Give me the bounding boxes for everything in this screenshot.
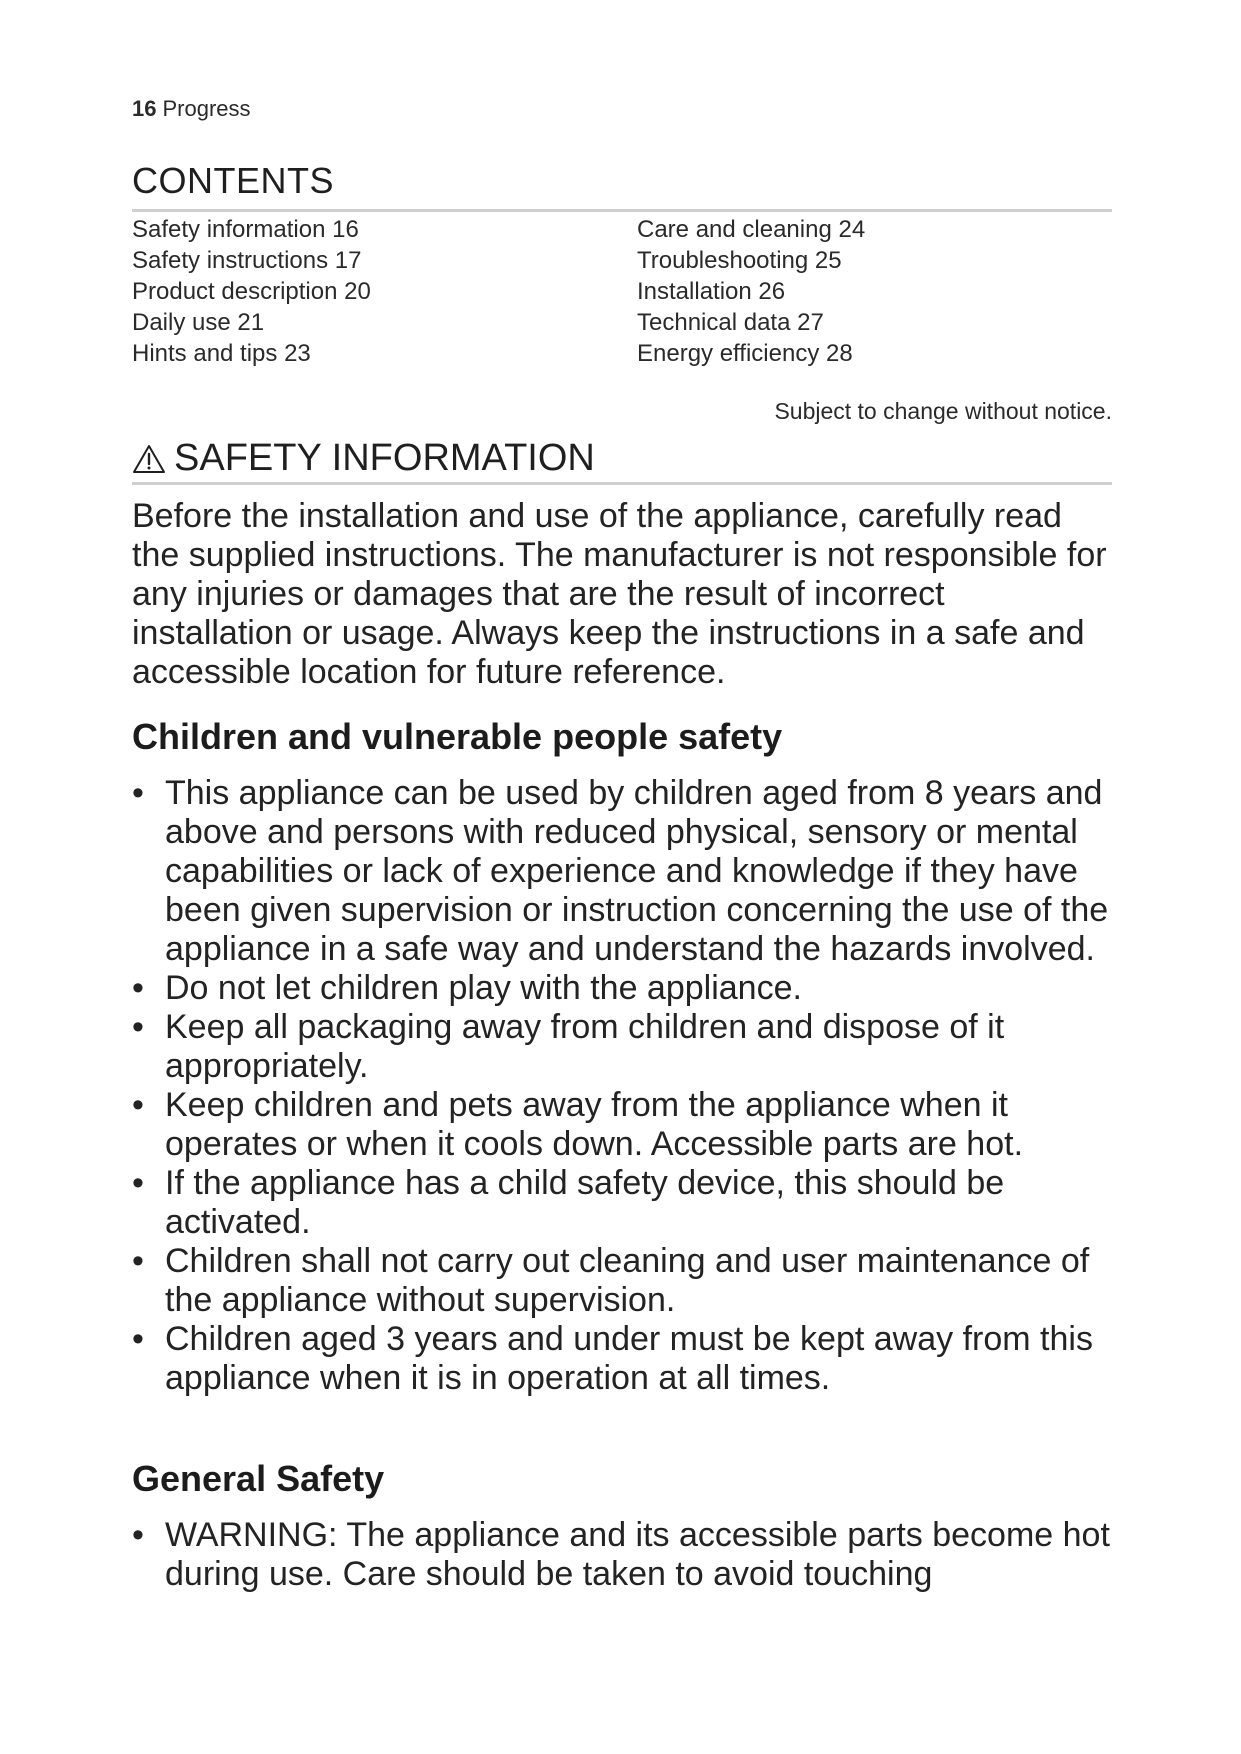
safety-information-title — [132, 437, 595, 480]
bullet: • — [132, 969, 144, 1007]
change-notice: Subject to change without notice. — [774, 398, 1112, 424]
general-safety-heading: General Safety — [132, 1458, 385, 1499]
list-item-text: Children aged 3 years and under must be kept away from this appliance when it is in operation at all times. — [165, 1320, 1093, 1397]
list-item — [132, 1164, 1112, 1242]
toc-column-right — [637, 214, 865, 369]
list-item-text: WARNING: The appliance and its accessible parts become hot during use. Care should be taken to avoid touching — [165, 1516, 1110, 1593]
bullet: • — [132, 1242, 144, 1280]
contents-title: CONTENTS — [132, 160, 334, 201]
safety-divider — [132, 482, 1112, 485]
list-item-text: Do not let children play with the appliance. — [165, 969, 802, 1007]
toc-entry[interactable]: Installation 26 — [637, 278, 786, 305]
toc-entry[interactable]: Safety information 16 — [132, 216, 359, 243]
safety-title-text: SAFETY INFORMATION — [174, 437, 595, 479]
toc-entry[interactable]: Energy efficiency 28 — [637, 340, 853, 367]
list-item — [132, 774, 1112, 969]
brand-name: Progress — [162, 96, 251, 121]
toc-entry[interactable]: Troubleshooting 25 — [637, 247, 842, 274]
list-item — [132, 969, 1112, 1008]
toc-column-left — [132, 214, 371, 369]
list-item — [132, 1008, 1112, 1086]
warning-triangle-icon — [132, 443, 166, 475]
contents-divider — [132, 209, 1112, 212]
list-item-text: Children shall not carry out cleaning and user maintenance of the appliance without supervision. — [165, 1242, 1090, 1319]
general-safety-list — [132, 1516, 1112, 1594]
children-safety-heading: Children and vulnerable people safety — [132, 716, 783, 757]
list-item — [132, 1320, 1112, 1398]
list-item-text: Keep all packaging away from children and dispose of it appropriately. — [165, 1008, 1005, 1085]
children-safety-list — [132, 774, 1112, 1398]
list-item — [132, 1086, 1112, 1164]
bullet: • — [132, 1164, 144, 1202]
toc-entry[interactable]: Hints and tips 23 — [132, 340, 311, 367]
bullet: • — [132, 774, 144, 812]
toc-entry[interactable]: Product description 20 — [132, 278, 371, 305]
bullet: • — [132, 1516, 144, 1554]
list-item — [132, 1242, 1112, 1320]
list-item-text: Keep children and pets away from the appliance when it operates or when it cools down. Accessible parts are hot. — [165, 1086, 1024, 1163]
toc-entry[interactable]: Care and cleaning 24 — [637, 216, 866, 243]
toc-entry[interactable]: Technical data 27 — [637, 309, 824, 336]
list-item — [132, 1516, 1112, 1594]
running-head — [132, 96, 251, 122]
toc-entry[interactable]: Safety instructions 17 — [132, 247, 362, 274]
list-item-text: This appliance can be used by children aged from 8 years and above and persons with reduced physical, sensory or mental capabilities or lack of experience and knowledge if they have been given supervision or instruction concerning the use of the appliance in a safe way and understand the hazards involved. — [165, 774, 1109, 968]
page-number: 16 — [132, 96, 157, 121]
bullet: • — [132, 1008, 144, 1046]
toc-entry[interactable]: Daily use 21 — [132, 309, 265, 336]
list-item-text: If the appliance has a child safety device, this should be activated. — [165, 1164, 1005, 1241]
bullet: • — [132, 1320, 144, 1358]
bullet: • — [132, 1086, 144, 1124]
safety-intro-paragraph: Before the installation and use of the appliance, carefully read the supplied instructions. The manufacturer is not responsible for any injuries or damages that are the result of incorrect installation or usage. Always keep the instructions in a safe and accessible location for future reference. — [132, 497, 1107, 691]
